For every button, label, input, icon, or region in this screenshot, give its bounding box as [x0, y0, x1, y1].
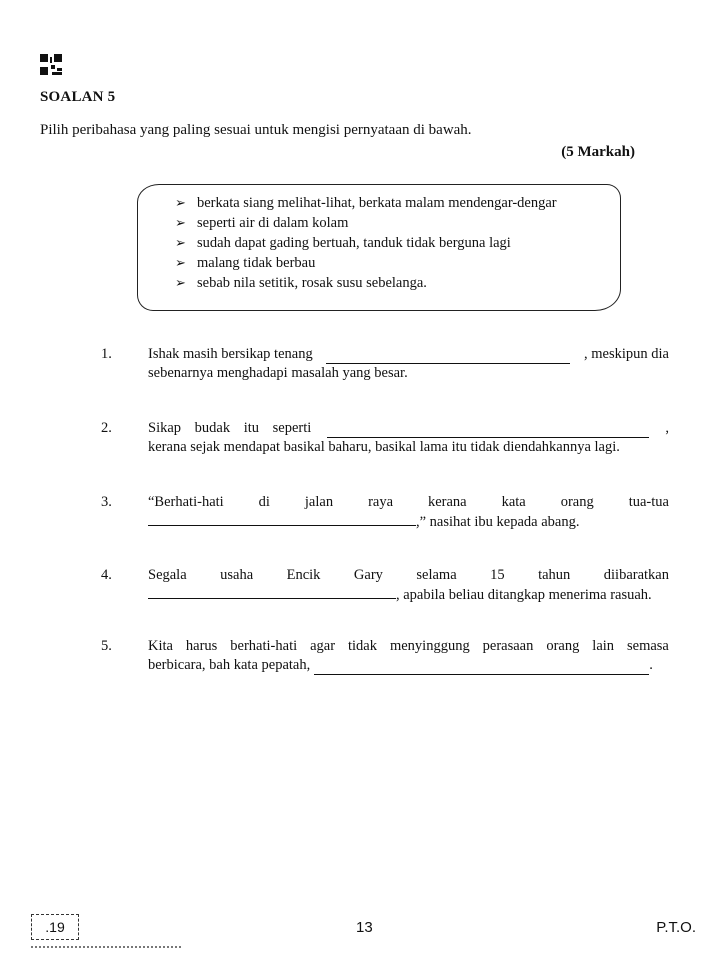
arrow-bullet-icon: ➢	[175, 255, 186, 270]
answer-blank[interactable]	[326, 350, 570, 364]
arrow-bullet-icon: ➢	[175, 235, 186, 250]
pto-label: P.T.O.	[656, 919, 696, 936]
arrow-bullet-icon: ➢	[175, 275, 186, 290]
answer-blank[interactable]	[314, 661, 649, 675]
question-number: 4.	[101, 567, 112, 583]
answer-blank[interactable]	[148, 512, 416, 526]
option-item: ➢ sebab nila setitik, rosak susu sebelanga.	[175, 275, 427, 291]
question-5: 5. Kita harus berhati-hati agar tidak menyinggung perasaan orang lain semasa berbicara, bah kata pepatah, .	[101, 638, 669, 673]
answer-blank[interactable]	[327, 424, 649, 438]
question-1: 1. Ishak masih bersikap tenang , meskipun dia sebenarnya menghadapi masalah yang besar.	[101, 346, 669, 381]
question-3: 3. “Berhati-hati di jalan raya kerana kata orang tua-tua ,” nasihat ibu kepada abang.	[101, 494, 669, 530]
page-number: 13	[356, 919, 373, 936]
footer-divider	[31, 946, 181, 948]
option-item: ➢ berkata siang melihat-lihat, berkata malam mendengar-dengar	[175, 195, 557, 211]
options-list	[138, 185, 620, 293]
section-title: SOALAN 5	[40, 89, 116, 105]
option-item: ➢ malang tidak berbau	[175, 255, 316, 271]
question-number: 3.	[101, 494, 112, 510]
instruction-text: Pilih peribahasa yang paling sesuai untuk mengisi pernyataan di bawah.	[40, 122, 472, 138]
question-number: 1.	[101, 346, 112, 362]
question-number: 5.	[101, 638, 112, 654]
option-item: ➢ sudah dapat gading bertuah, tanduk tidak berguna lagi	[175, 235, 511, 251]
qr-code-icon	[40, 54, 64, 76]
question-4: 4. Segala usaha Encik Gary selama 15 tahun diibaratkan , apabila beliau ditangkap menerima rasuah.	[101, 567, 669, 603]
options-box	[137, 184, 621, 311]
arrow-bullet-icon: ➢	[175, 195, 186, 210]
answer-blank[interactable]	[148, 585, 396, 599]
paper-code: .19	[31, 914, 79, 940]
marks-label: (5 Markah)	[561, 144, 635, 160]
arrow-bullet-icon: ➢	[175, 215, 186, 230]
option-item: ➢ seperti air di dalam kolam	[175, 215, 349, 231]
question-number: 2.	[101, 420, 112, 436]
question-2: 2. Sikap budak itu seperti , kerana sejak mendapat basikal baharu, basikal lama itu tidak diendahkannya lagi.	[101, 420, 669, 455]
